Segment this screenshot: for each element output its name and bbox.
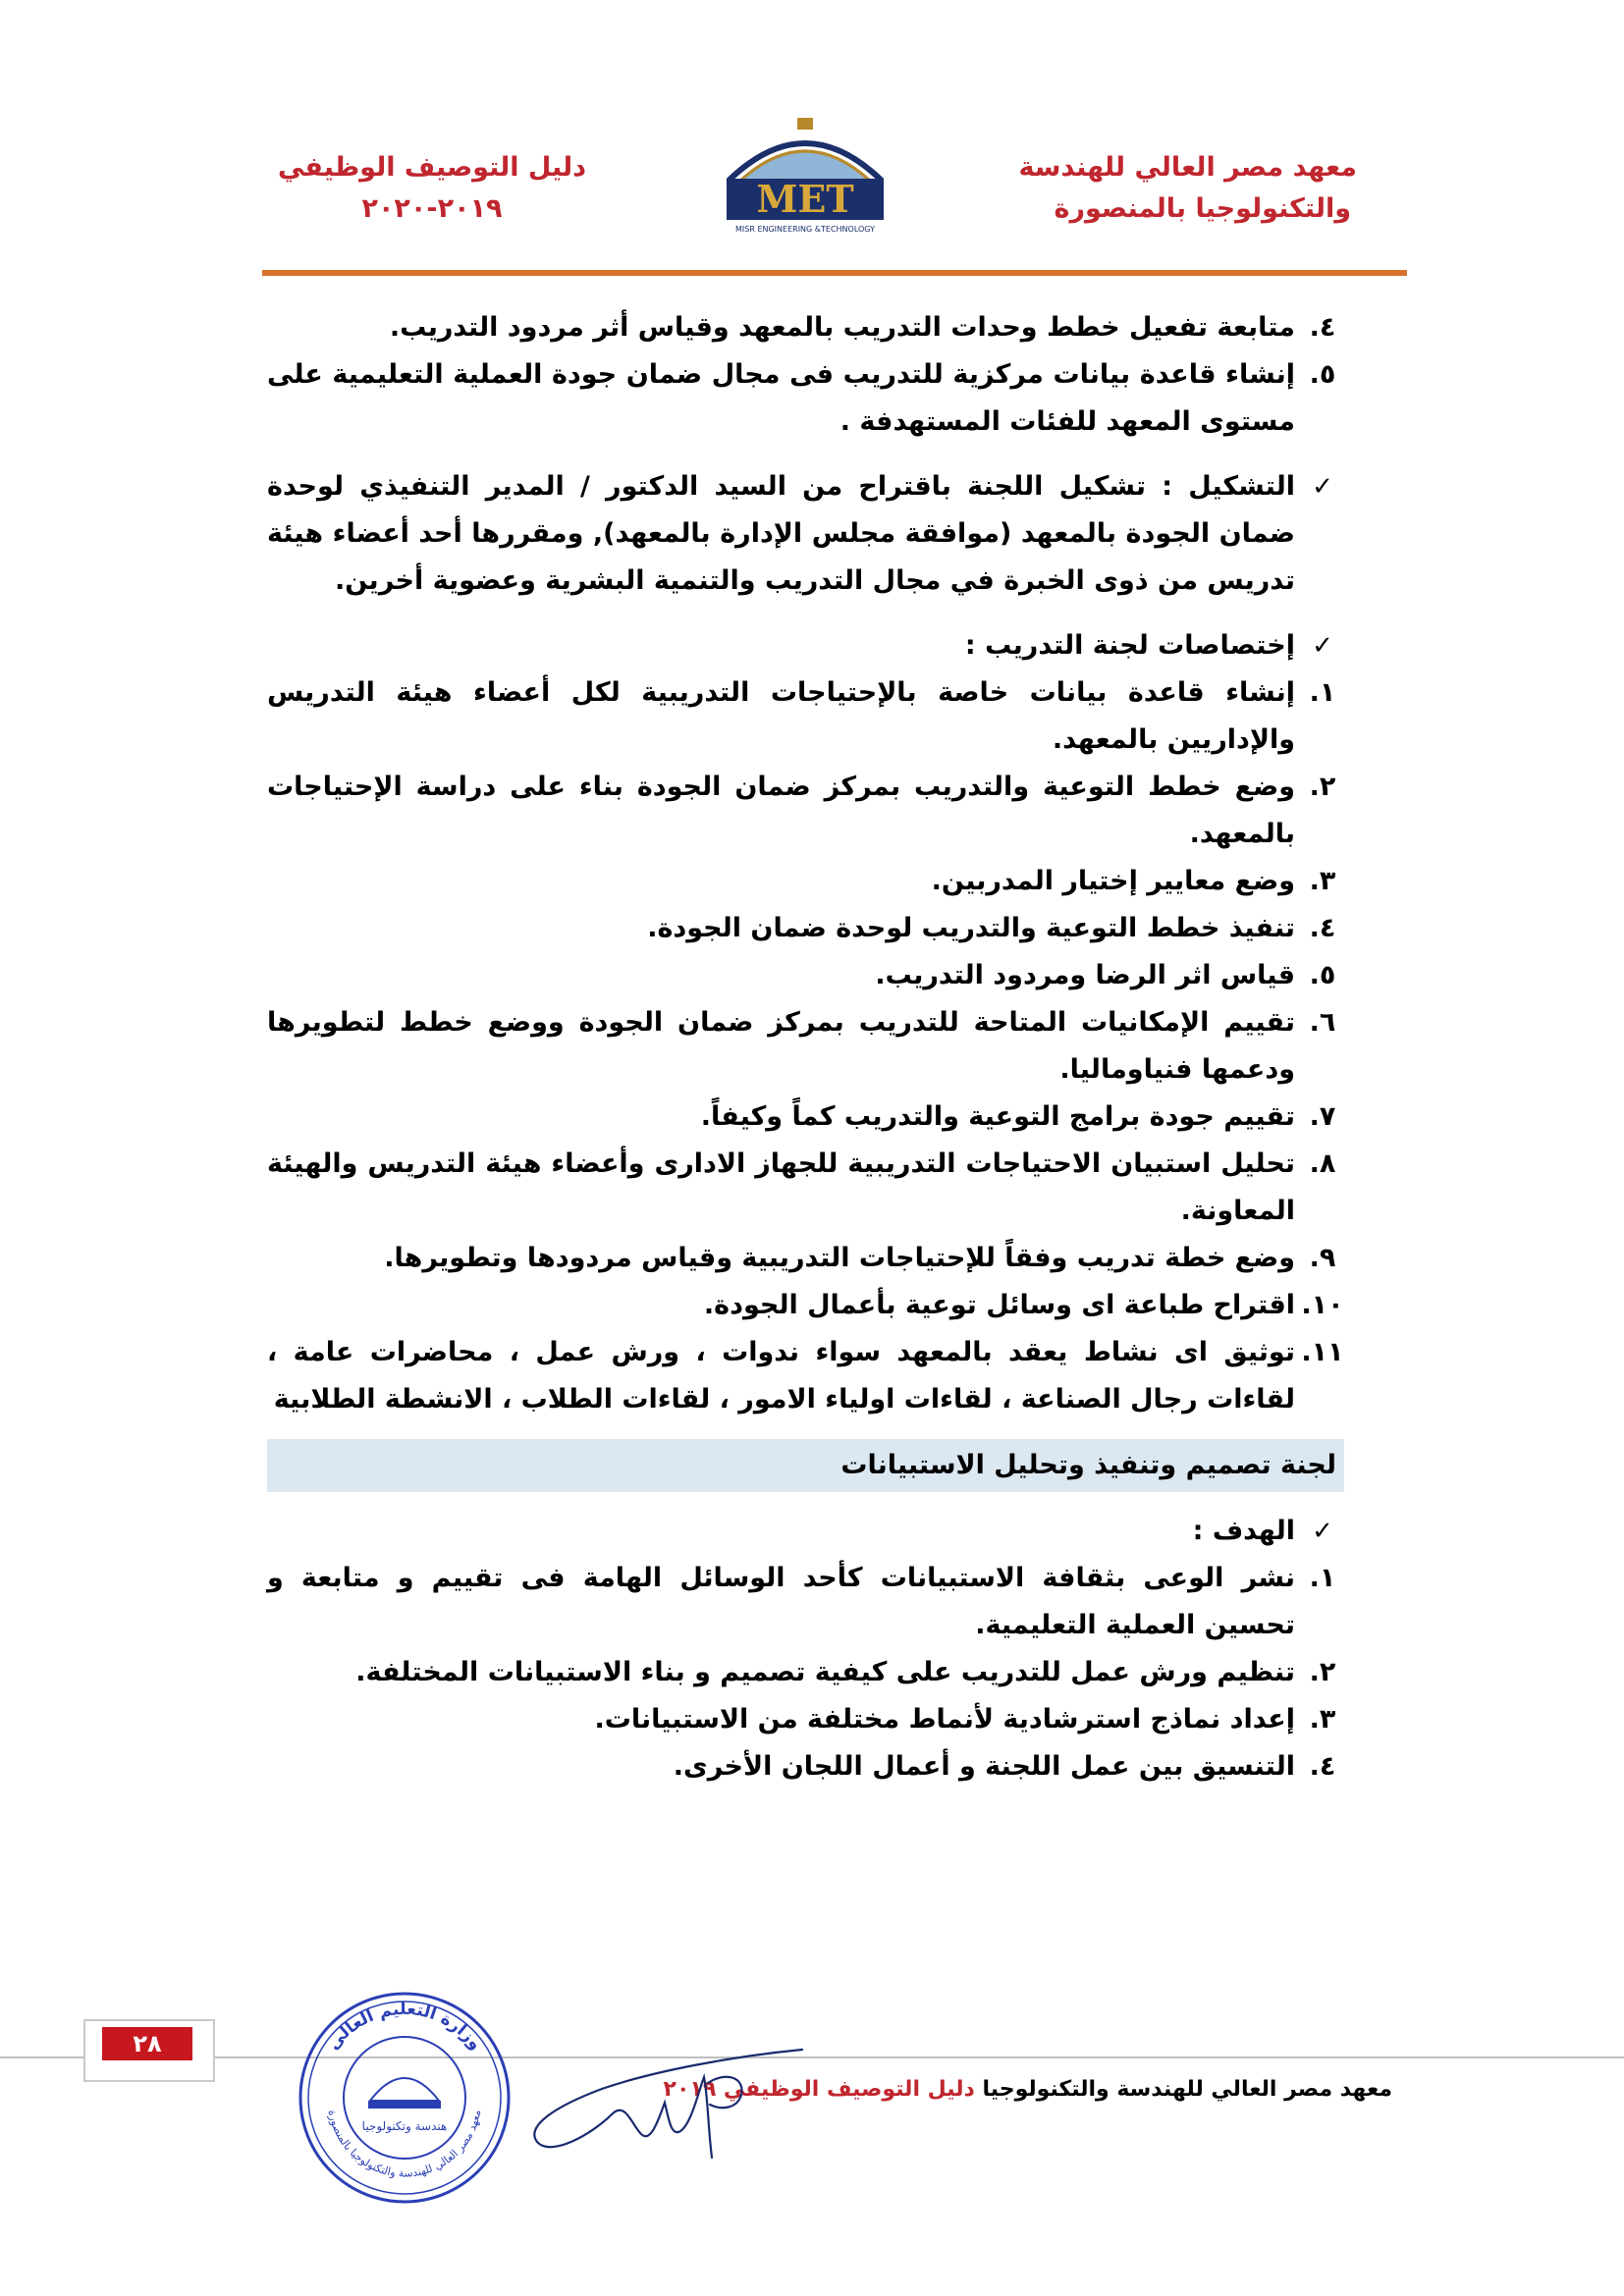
list-item (267, 858, 1344, 905)
goal-heading (267, 1508, 1344, 1555)
page-number: ٢٨ (102, 2027, 192, 2060)
item-number: ٨. (1309, 1148, 1336, 1179)
item-text: نشر الوعى بثقافة الاستبيانات كأحد الوسائل الهامة فى تقييم و متابعة و تحسين العملية التعليمية. (267, 1563, 1295, 1640)
list-item (267, 764, 1344, 858)
item-text: متابعة تفعيل خطط وحدات التدريب بالمعهد وقياس أثر مردود التدريب. (389, 312, 1295, 343)
item-number: ٣. (1309, 866, 1336, 896)
item-number: ٢. (1309, 772, 1336, 802)
list-item (267, 1555, 1344, 1649)
formation-paragraph (267, 463, 1344, 605)
item-text: وضع معايير إختيار المدربين. (931, 866, 1295, 896)
duties-heading-text: إختصاصات لجنة التدريب : (964, 630, 1295, 661)
item-text: اقتراح طباعة اى وسائل توعية بأعمال الجودة. (703, 1290, 1295, 1320)
institute-name (945, 147, 1357, 230)
list-item (267, 1329, 1344, 1423)
footer-guide: دليل التوصيف الوظيفي ٢٠١٩ (663, 2077, 975, 2102)
list-item (267, 1696, 1344, 1743)
item-number: ٩. (1309, 1243, 1336, 1273)
institute-name-line2: والتكنولوجيا بالمنصورة (1054, 193, 1351, 224)
formation-text: التشكيل : تشكيل اللجنة باقتراح من السيد الدكتور / المدير التنفيذي لوحدة ضمان الجودة بالمعهد (موافقة مجلس الإدارة بالمعهد), ومقررها أحد أعضاء هيئة تدريس من ذوى الخبرة في مجال التدريب والتنمية البشرية وعضوية أخرين. (267, 471, 1295, 596)
institute-name-line1: معهد مصر العالي للهندسة (1018, 152, 1357, 183)
list-item (267, 1141, 1344, 1235)
item-text: تقييم جودة برامج التوعية والتدريب كماً وكيفاً. (700, 1101, 1295, 1132)
header-divider (262, 270, 1407, 276)
item-text: توثيق اى نشاط يعقد بالمعهد سواء ندوات ، ورش عمل ، محاضرات عامة ، لقاءات رجال الصناعة ، لقاءات اولياء الامور ، لقاءات الطلاب ، الانشطة الطلابية (267, 1337, 1295, 1415)
item-number: ١٠. (1301, 1290, 1344, 1320)
checkmark-icon: ✓ (1312, 1517, 1333, 1546)
list-item (267, 669, 1344, 764)
item-number: ١. (1309, 1563, 1336, 1593)
stamp-ring-text: وزارة التعليم العالى (323, 1999, 486, 2055)
item-number: ٤. (1309, 913, 1336, 943)
stamp-inner-text: هندسة وتكنولوجيا (361, 2119, 448, 2133)
logo-text: MET (756, 177, 854, 221)
official-stamp (292, 1985, 517, 2211)
list-item (267, 999, 1344, 1094)
item-number: ٥. (1309, 359, 1336, 390)
footer-divider (0, 2056, 1624, 2058)
list-item (267, 1282, 1344, 1329)
item-number: ٤. (1309, 1751, 1336, 1782)
met-logo (707, 110, 903, 238)
goal-heading-text: الهدف : (1192, 1516, 1295, 1546)
item-number: ٤. (1309, 312, 1336, 343)
checkmark-icon: ✓ (1312, 472, 1333, 502)
item-number: ٥. (1309, 960, 1336, 990)
item-text: تنظيم ورش عمل للتدريب على كيفية تصميم و بناء الاستبيانات المختلفة. (355, 1657, 1295, 1687)
logo-tagline: MISR ENGINEERING &TECHNOLOGY (735, 225, 875, 234)
footer-institute: معهد مصر العالي للهندسة والتكنولوجيا (982, 2077, 1392, 2102)
item-text: إنشاء قاعدة بيانات مركزية للتدريب فى مجال ضمان جودة العملية التعليمية على مستوى المعهد للفئات المستهدفة . (267, 359, 1295, 437)
item-text: تحليل استبيان الاحتياجات التدريبية للجهاز الادارى وأعضاء هيئة التدريس والهيئة المعاونة. (267, 1148, 1295, 1226)
item-number: ٢. (1309, 1657, 1336, 1687)
item-text: إنشاء قاعدة بيانات خاصة بالإحتياجات التدريبية لكل أعضاء هيئة التدريس والإداريين بالمعهد. (267, 677, 1295, 755)
academic-year: ٢٠١٩-٢٠٢٠ (361, 193, 503, 224)
list-item (267, 905, 1344, 952)
guide-title-block (236, 147, 628, 230)
item-text: قياس اثر الرضا ومردود التدريب. (875, 960, 1295, 990)
stamp-outer-text: معهد مصر العالي للهندسة والتكنولوجيا بالمنصورة (325, 2109, 484, 2180)
item-text: تنفيذ خطط التوعية والتدريب لوحدة ضمان الجودة. (647, 913, 1295, 943)
item-number: ٧. (1309, 1101, 1336, 1132)
list-item (267, 1649, 1344, 1696)
list-item (267, 952, 1344, 999)
guide-title: دليل التوصيف الوظيفي (277, 152, 587, 183)
list-item (267, 1094, 1344, 1141)
list-item (267, 1235, 1344, 1282)
item-number: ٣. (1309, 1704, 1336, 1735)
list-item (267, 351, 1344, 446)
item-text: التنسيق بين عمل اللجنة و أعمال اللجان الأخرى. (673, 1751, 1295, 1782)
item-text: وضع خطة تدريب وفقاً للإحتياجات التدريبية وقياس مردودها وتطويرها. (384, 1243, 1295, 1273)
signature (515, 2032, 810, 2169)
item-number: ٦. (1309, 1007, 1336, 1038)
checkmark-icon: ✓ (1312, 631, 1333, 661)
page-body (267, 304, 1344, 1790)
section-heading: لجنة تصميم وتنفيذ وتحليل الاستبيانات (267, 1439, 1344, 1492)
duties-heading (267, 622, 1344, 669)
svg-text:وزارة التعليم العالى (324, 2000, 486, 2055)
item-number: ١١. (1301, 1337, 1344, 1367)
item-text: إعداد نماذج استرشادية لأنماط مختلفة من الاستبيانات. (594, 1704, 1295, 1735)
list-item (267, 1743, 1344, 1790)
item-text: تقييم الإمكانيات المتاحة للتدريب بمركز ضمان الجودة ووضع خطط لتطويرها ودعمها فنياوماليا. (267, 1007, 1295, 1085)
item-number: ١. (1309, 677, 1336, 708)
item-text: وضع خطط التوعية والتدريب بمركز ضمان الجودة بناء على دراسة الإحتياجات بالمعهد. (267, 772, 1295, 849)
list-item (267, 304, 1344, 351)
